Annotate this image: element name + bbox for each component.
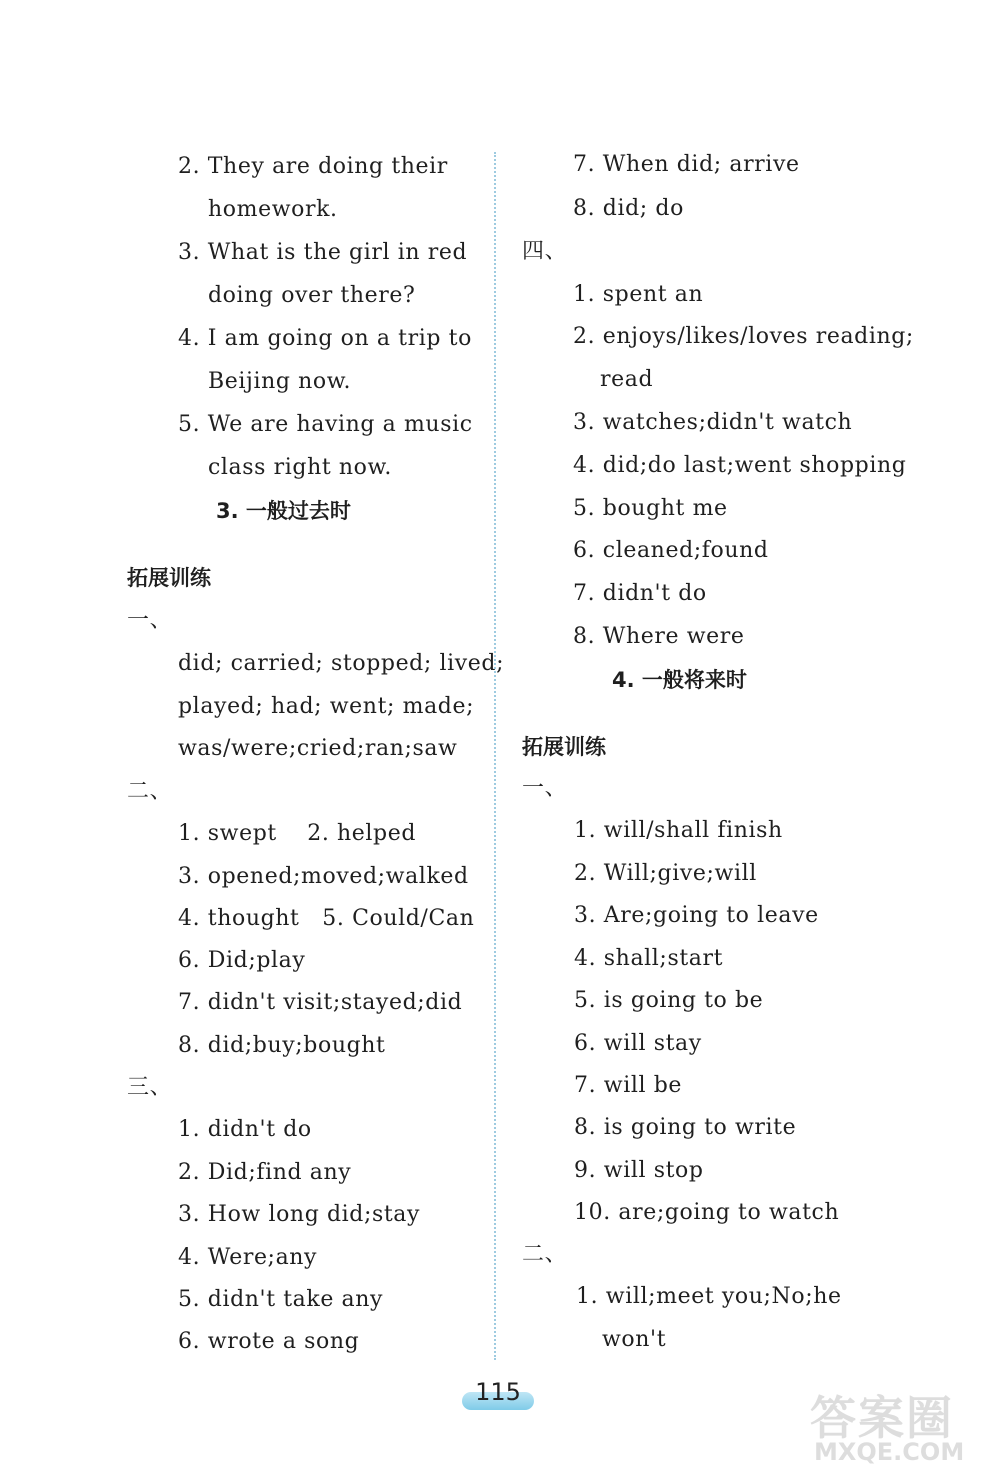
answer-line: 7. will be xyxy=(574,1073,683,1098)
answer-line: 2. Did;find any xyxy=(178,1160,352,1185)
answer-line: 4. I am going on a trip to xyxy=(178,326,472,351)
answer-line: 5. didn't take any xyxy=(178,1287,384,1312)
column-divider xyxy=(494,152,496,1360)
answer-line: 3. What is the girl in red xyxy=(178,240,468,265)
answer-line: doing over there? xyxy=(208,283,416,308)
page-number xyxy=(462,1378,534,1412)
answer-line: 4. shall;start xyxy=(574,946,724,971)
answer-line: read xyxy=(600,367,654,392)
section-subtitle: 拓展训练 xyxy=(127,566,211,590)
answer-line: 1. will;meet you;No;he xyxy=(576,1284,842,1309)
answer-line: 8. is going to write xyxy=(574,1115,797,1140)
page-number-text: 115 xyxy=(475,1378,521,1406)
answer-line: 5. is going to be xyxy=(574,988,764,1013)
answer-line: won't xyxy=(602,1327,667,1352)
answer-line: 1. didn't do xyxy=(178,1117,312,1142)
answer-line: 2. Will;give;will xyxy=(574,861,757,886)
answer-line: homework. xyxy=(208,197,338,222)
answer-line: 8. did; do xyxy=(573,196,684,221)
answer-line: 9. will stop xyxy=(574,1158,704,1183)
answer-line: 3. How long did;stay xyxy=(178,1202,421,1227)
part-label: 二、 xyxy=(522,1242,568,1267)
answer-line: 6. Did;play xyxy=(178,948,306,973)
part-label: 三、 xyxy=(127,1075,173,1100)
part-label: 一、 xyxy=(522,776,568,801)
answer-line: 1. spent an xyxy=(573,282,704,307)
answer-line: 4. thought 5. Could/Can xyxy=(178,906,475,931)
answer-line: class right now. xyxy=(208,455,392,480)
part-label: 二、 xyxy=(127,779,173,804)
answer-line: 4. Were;any xyxy=(178,1245,318,1270)
answer-line: Beijing now. xyxy=(208,369,352,394)
answer-line: 5. We are having a music xyxy=(178,412,473,437)
answer-line: 7. didn't visit;stayed;did xyxy=(178,990,463,1015)
answer-line: 3. watches;didn't watch xyxy=(573,410,853,435)
answer-line: 2. They are doing their xyxy=(178,154,448,179)
answer-line: 6. cleaned;found xyxy=(573,538,769,563)
section-subtitle: 拓展训练 xyxy=(522,735,606,759)
answer-line: 1. swept 2. helped xyxy=(178,821,417,846)
answer-line: 5. bought me xyxy=(573,496,728,521)
answer-line: 10. are;going to watch xyxy=(574,1200,840,1225)
part-label: 四、 xyxy=(522,239,568,264)
watermark xyxy=(810,1382,995,1472)
answer-line: 4. did;do last;went shopping xyxy=(573,453,907,478)
answer-line: 2. enjoys/likes/loves reading; xyxy=(573,324,914,349)
answer-line: played; had; went; made; xyxy=(178,694,475,719)
answer-line: 6. will stay xyxy=(574,1031,702,1056)
answer-line: 7. When did; arrive xyxy=(573,152,800,177)
watermark-url: MXQE.COM xyxy=(814,1438,965,1466)
answer-line: 8. did;buy;bought xyxy=(178,1033,386,1058)
answer-line: 1. will/shall finish xyxy=(574,818,783,843)
answer-line: was/were;cried;ran;saw xyxy=(178,736,458,761)
part-label: 一、 xyxy=(127,608,173,633)
answer-line: 3. opened;moved;walked xyxy=(178,864,469,889)
watermark-logo-text: 答案圈 xyxy=(810,1391,954,1445)
answer-line: 3. Are;going to leave xyxy=(574,903,819,928)
answer-line: did; carried; stopped; lived; xyxy=(178,651,505,676)
answer-line: 7. didn't do xyxy=(573,581,707,606)
answer-line: 8. Where were xyxy=(573,624,745,649)
answer-line: 6. wrote a song xyxy=(178,1329,360,1354)
section-title: 3. 一般过去时 xyxy=(216,499,351,523)
section-title: 4. 一般将来时 xyxy=(612,668,747,692)
